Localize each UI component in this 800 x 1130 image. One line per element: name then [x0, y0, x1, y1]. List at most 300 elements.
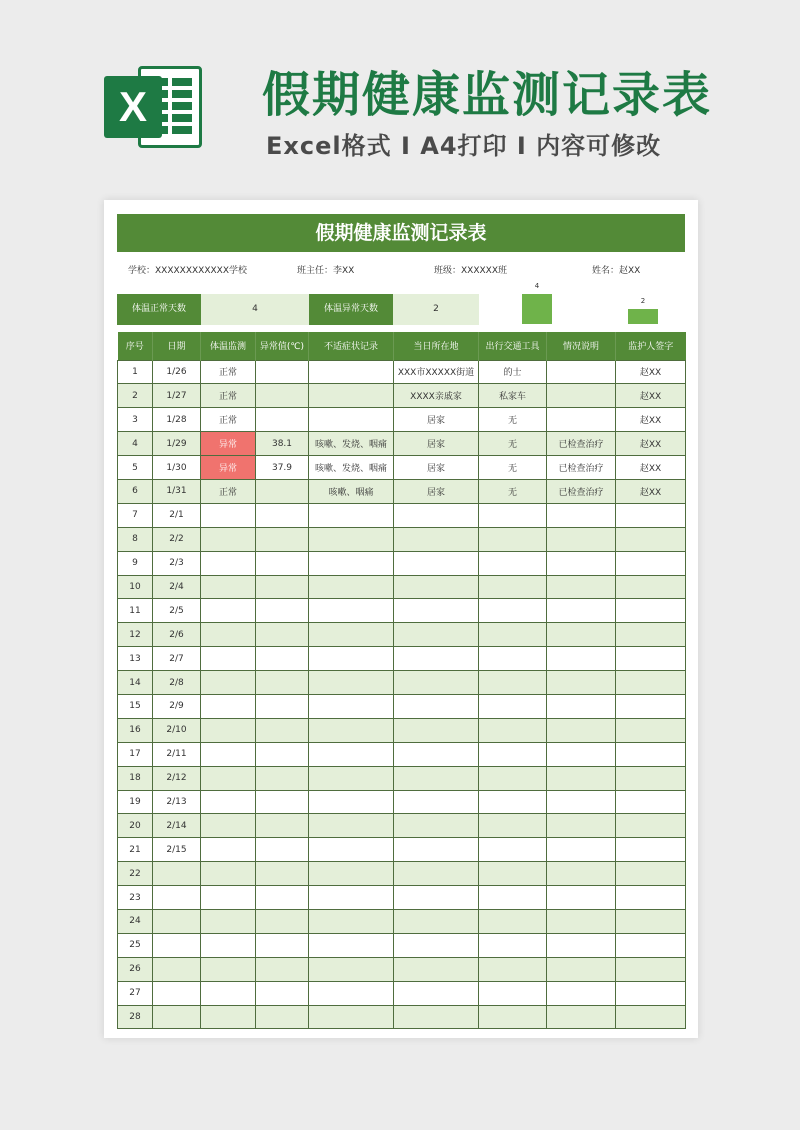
table-cell[interactable] — [256, 360, 309, 384]
table-cell[interactable]: 14 — [118, 671, 153, 695]
table-cell[interactable]: 异常 — [201, 456, 256, 480]
table-cell[interactable] — [394, 527, 479, 551]
table-cell[interactable] — [153, 957, 201, 981]
table-cell[interactable] — [309, 766, 394, 790]
table-cell[interactable] — [616, 909, 686, 933]
table-cell[interactable] — [547, 790, 616, 814]
table-cell[interactable]: 已检查治疗 — [547, 432, 616, 456]
abnormal-days-value: 2 — [393, 294, 479, 325]
table-cell[interactable] — [309, 790, 394, 814]
table-cell[interactable]: 2/2 — [153, 527, 201, 551]
student-name-field: 姓名：赵XX — [592, 266, 641, 276]
table-cell[interactable] — [201, 838, 256, 862]
table-cell[interactable] — [479, 623, 547, 647]
table-cell[interactable]: 28 — [118, 1005, 153, 1029]
table-cell[interactable] — [547, 671, 616, 695]
table-cell[interactable] — [309, 527, 394, 551]
table-cell[interactable] — [479, 766, 547, 790]
table-row — [118, 360, 686, 384]
table-cell[interactable] — [394, 1005, 479, 1029]
table-cell[interactable] — [201, 671, 256, 695]
table-row — [118, 408, 686, 432]
table-cell[interactable] — [256, 814, 309, 838]
table-cell[interactable] — [309, 718, 394, 742]
table-cell[interactable] — [256, 886, 309, 910]
table-cell[interactable] — [201, 862, 256, 886]
table-cell[interactable] — [309, 671, 394, 695]
table-cell[interactable]: 居家 — [394, 432, 479, 456]
table-cell[interactable] — [153, 886, 201, 910]
table-cell[interactable] — [309, 551, 394, 575]
table-cell[interactable] — [201, 694, 256, 718]
table-cell[interactable]: 赵XX — [616, 456, 686, 480]
table-cell[interactable] — [479, 838, 547, 862]
table-row — [118, 718, 686, 742]
table-cell[interactable]: 13 — [118, 647, 153, 671]
table-cell[interactable] — [547, 575, 616, 599]
table-cell[interactable]: 咳嗽、发烧、咽痛 — [309, 456, 394, 480]
table-cell[interactable] — [394, 623, 479, 647]
table-cell[interactable]: 1/30 — [153, 456, 201, 480]
table-cell[interactable]: 无 — [479, 479, 547, 503]
table-cell[interactable]: 2/8 — [153, 671, 201, 695]
table-cell[interactable]: 1/27 — [153, 384, 201, 408]
table-cell[interactable] — [153, 933, 201, 957]
table-cell[interactable] — [309, 408, 394, 432]
table-cell[interactable]: 2/11 — [153, 742, 201, 766]
table-cell[interactable]: 2 — [118, 384, 153, 408]
table-cell[interactable] — [201, 503, 256, 527]
table-row — [118, 766, 686, 790]
table-cell[interactable]: 2/9 — [153, 694, 201, 718]
table-cell[interactable] — [309, 647, 394, 671]
table-cell[interactable] — [309, 862, 394, 886]
table-cell[interactable] — [479, 1005, 547, 1029]
table-cell[interactable] — [616, 1005, 686, 1029]
table-cell[interactable] — [616, 790, 686, 814]
table-cell[interactable]: 20 — [118, 814, 153, 838]
table-cell[interactable] — [201, 814, 256, 838]
table-cell[interactable] — [394, 599, 479, 623]
table-cell[interactable] — [394, 694, 479, 718]
table-cell[interactable]: 异常 — [201, 432, 256, 456]
table-cell[interactable] — [616, 623, 686, 647]
table-cell[interactable] — [616, 671, 686, 695]
table-cell[interactable]: 正常 — [201, 479, 256, 503]
table-cell[interactable] — [201, 981, 256, 1005]
table-cell[interactable] — [547, 599, 616, 623]
table-cell[interactable]: 2/6 — [153, 623, 201, 647]
table-cell[interactable]: 正常 — [201, 408, 256, 432]
column-header: 监护人签字 — [616, 332, 686, 360]
table-cell[interactable] — [616, 694, 686, 718]
table-cell[interactable]: 2/3 — [153, 551, 201, 575]
table-cell[interactable] — [616, 647, 686, 671]
table-cell[interactable] — [547, 384, 616, 408]
table-row — [118, 671, 686, 695]
table-cell[interactable]: 1/28 — [153, 408, 201, 432]
table-cell[interactable] — [309, 981, 394, 1005]
table-cell[interactable] — [201, 599, 256, 623]
table-cell[interactable]: 2/7 — [153, 647, 201, 671]
table-cell[interactable] — [256, 766, 309, 790]
table-cell[interactable] — [309, 909, 394, 933]
table-row — [118, 599, 686, 623]
table-cell[interactable] — [479, 742, 547, 766]
table-cell[interactable] — [616, 742, 686, 766]
table-cell[interactable] — [547, 766, 616, 790]
table-cell[interactable] — [201, 886, 256, 910]
table-cell[interactable]: 6 — [118, 479, 153, 503]
hero-subtitle: Excel格式 I A4打印 I 内容可修改 — [266, 132, 662, 160]
table-cell[interactable] — [309, 623, 394, 647]
table-cell[interactable] — [394, 981, 479, 1005]
table-cell[interactable]: 2/14 — [153, 814, 201, 838]
table-cell[interactable] — [616, 575, 686, 599]
table-cell[interactable]: 21 — [118, 838, 153, 862]
table-cell[interactable] — [394, 838, 479, 862]
table-cell[interactable] — [256, 623, 309, 647]
table-cell[interactable] — [256, 503, 309, 527]
table-cell[interactable] — [153, 862, 201, 886]
table-cell[interactable] — [394, 790, 479, 814]
table-cell[interactable]: 15 — [118, 694, 153, 718]
table-row — [118, 981, 686, 1005]
column-header: 异常值(℃) — [256, 332, 309, 360]
table-cell[interactable] — [616, 551, 686, 575]
table-cell[interactable] — [256, 790, 309, 814]
table-cell[interactable]: 26 — [118, 957, 153, 981]
table-cell[interactable] — [547, 981, 616, 1005]
table-cell[interactable] — [547, 909, 616, 933]
table-cell[interactable]: 居家 — [394, 456, 479, 480]
table-cell[interactable] — [394, 814, 479, 838]
abnormal-days-label: 体温异常天数 — [309, 294, 393, 325]
table-cell[interactable] — [547, 551, 616, 575]
table-cell[interactable]: 10 — [118, 575, 153, 599]
table-row — [118, 623, 686, 647]
table-cell[interactable]: 赵XX — [616, 432, 686, 456]
table-cell[interactable]: 16 — [118, 718, 153, 742]
table-cell[interactable] — [153, 1005, 201, 1029]
table-cell[interactable] — [394, 575, 479, 599]
table-cell[interactable] — [547, 623, 616, 647]
table-cell[interactable]: 4 — [118, 432, 153, 456]
table-cell[interactable] — [309, 575, 394, 599]
column-header: 情况说明 — [547, 332, 616, 360]
table-cell[interactable]: 2/13 — [153, 790, 201, 814]
table-cell[interactable] — [547, 814, 616, 838]
table-cell[interactable] — [616, 599, 686, 623]
table-cell[interactable] — [256, 671, 309, 695]
table-cell[interactable] — [394, 503, 479, 527]
table-cell[interactable] — [479, 503, 547, 527]
column-header: 出行交通工具 — [479, 332, 547, 360]
table-cell[interactable]: 1/31 — [153, 479, 201, 503]
excel-logo-letter: X — [104, 76, 162, 138]
column-header: 当日所在地 — [394, 332, 479, 360]
table-cell[interactable] — [479, 694, 547, 718]
table-cell[interactable] — [616, 957, 686, 981]
table-cell[interactable] — [256, 527, 309, 551]
table-cell[interactable] — [616, 503, 686, 527]
table-cell[interactable]: 23 — [118, 886, 153, 910]
table-cell[interactable] — [309, 1005, 394, 1029]
table-row — [118, 742, 686, 766]
table-cell[interactable]: 正常 — [201, 384, 256, 408]
table-cell[interactable] — [256, 718, 309, 742]
column-header: 日期 — [153, 332, 201, 360]
table-cell[interactable]: 24 — [118, 909, 153, 933]
table-cell[interactable]: 赵XX — [616, 360, 686, 384]
table-cell[interactable]: 3 — [118, 408, 153, 432]
table-cell[interactable] — [479, 862, 547, 886]
table-cell[interactable] — [201, 933, 256, 957]
table-cell[interactable] — [479, 671, 547, 695]
table-cell[interactable] — [394, 957, 479, 981]
table-cell[interactable] — [309, 838, 394, 862]
table-cell[interactable] — [616, 527, 686, 551]
table-cell[interactable] — [153, 981, 201, 1005]
table-row — [118, 814, 686, 838]
teacher-field: 班主任：李XX — [297, 266, 355, 276]
table-cell[interactable] — [479, 886, 547, 910]
table-cell[interactable] — [309, 599, 394, 623]
table-cell[interactable] — [309, 933, 394, 957]
table-cell[interactable] — [256, 694, 309, 718]
table-cell[interactable] — [547, 742, 616, 766]
table-cell[interactable] — [616, 718, 686, 742]
table-cell[interactable] — [616, 814, 686, 838]
normal-days-value: 4 — [201, 294, 309, 325]
table-cell[interactable]: XXXX亲戚家 — [394, 384, 479, 408]
table-cell[interactable]: 1 — [118, 360, 153, 384]
table-cell[interactable] — [309, 814, 394, 838]
mini-chart-bar — [628, 309, 658, 324]
hero-title: 假期健康监测记录表 — [262, 67, 713, 123]
table-cell[interactable] — [256, 384, 309, 408]
table-cell[interactable]: 2/15 — [153, 838, 201, 862]
table-cell[interactable] — [309, 694, 394, 718]
table-row — [118, 933, 686, 957]
table-cell[interactable] — [256, 909, 309, 933]
table-cell[interactable] — [201, 766, 256, 790]
table-cell[interactable]: 8 — [118, 527, 153, 551]
table-cell[interactable] — [479, 957, 547, 981]
table-cell[interactable]: 无 — [479, 408, 547, 432]
table-row — [118, 551, 686, 575]
table-cell[interactable]: 无 — [479, 456, 547, 480]
table-cell[interactable] — [256, 981, 309, 1005]
table-row — [118, 479, 686, 503]
table-cell[interactable] — [547, 408, 616, 432]
table-cell[interactable] — [309, 503, 394, 527]
table-row — [118, 503, 686, 527]
table-cell[interactable] — [201, 957, 256, 981]
table-cell[interactable] — [547, 647, 616, 671]
table-cell[interactable] — [479, 575, 547, 599]
table-cell[interactable] — [616, 838, 686, 862]
table-cell[interactable] — [394, 886, 479, 910]
table-cell[interactable] — [547, 886, 616, 910]
table-cell[interactable] — [547, 838, 616, 862]
table-cell[interactable] — [201, 527, 256, 551]
table-cell[interactable]: 私家车 — [479, 384, 547, 408]
table-cell[interactable] — [547, 503, 616, 527]
column-header: 序号 — [118, 332, 153, 360]
table-row — [118, 384, 686, 408]
table-cell[interactable] — [479, 718, 547, 742]
table-cell[interactable]: 25 — [118, 933, 153, 957]
table-cell[interactable]: 正常 — [201, 360, 256, 384]
table-cell[interactable] — [201, 623, 256, 647]
table-cell[interactable] — [547, 694, 616, 718]
table-cell[interactable]: 2/5 — [153, 599, 201, 623]
table-cell[interactable]: 赵XX — [616, 384, 686, 408]
table-row — [118, 1005, 686, 1029]
table-cell[interactable] — [256, 838, 309, 862]
table-cell[interactable] — [201, 718, 256, 742]
table-cell[interactable] — [256, 862, 309, 886]
mini-chart-value-label: 2 — [640, 297, 646, 305]
table-cell[interactable] — [201, 551, 256, 575]
table-cell[interactable] — [479, 933, 547, 957]
table-cell[interactable] — [479, 981, 547, 1005]
table-row — [118, 838, 686, 862]
table-cell[interactable]: 居家 — [394, 408, 479, 432]
table-cell[interactable] — [394, 742, 479, 766]
table-cell[interactable] — [547, 1005, 616, 1029]
table-cell[interactable] — [309, 360, 394, 384]
table-cell[interactable]: 赵XX — [616, 479, 686, 503]
table-cell[interactable]: XXX市XXXXX街道 — [394, 360, 479, 384]
table-cell[interactable]: 19 — [118, 790, 153, 814]
table-cell[interactable]: 2/10 — [153, 718, 201, 742]
table-cell[interactable] — [479, 551, 547, 575]
table-cell[interactable]: 1/29 — [153, 432, 201, 456]
table-cell[interactable] — [309, 742, 394, 766]
table-cell[interactable]: 7 — [118, 503, 153, 527]
table-cell[interactable]: 2/4 — [153, 575, 201, 599]
table-cell[interactable] — [479, 527, 547, 551]
table-cell[interactable] — [547, 933, 616, 957]
table-cell[interactable]: 咳嗽、发烧、咽痛 — [309, 432, 394, 456]
table-cell[interactable] — [394, 909, 479, 933]
table-row — [118, 456, 686, 480]
table-cell[interactable]: 27 — [118, 981, 153, 1005]
table-cell[interactable]: 已检查治疗 — [547, 456, 616, 480]
table-cell[interactable] — [256, 1005, 309, 1029]
table-cell[interactable] — [547, 957, 616, 981]
table-header-row — [118, 332, 686, 360]
table-cell[interactable]: 22 — [118, 862, 153, 886]
health-record-table — [117, 332, 686, 1029]
table-cell[interactable] — [201, 647, 256, 671]
table-cell[interactable]: 1/26 — [153, 360, 201, 384]
class-field: 班级：XXXXXX班 — [434, 266, 507, 276]
table-cell[interactable] — [256, 933, 309, 957]
table-cell[interactable] — [309, 957, 394, 981]
table-cell[interactable] — [153, 909, 201, 933]
table-cell[interactable] — [256, 599, 309, 623]
table-cell[interactable] — [394, 647, 479, 671]
table-cell[interactable] — [394, 862, 479, 886]
table-cell[interactable]: 17 — [118, 742, 153, 766]
table-cell[interactable] — [201, 790, 256, 814]
table-cell[interactable]: 5 — [118, 456, 153, 480]
table-cell[interactable] — [479, 909, 547, 933]
table-cell[interactable]: 37.9 — [256, 456, 309, 480]
table-cell[interactable] — [394, 551, 479, 575]
table-cell[interactable] — [547, 360, 616, 384]
table-cell[interactable] — [479, 814, 547, 838]
normal-days-label: 体温正常天数 — [117, 294, 201, 325]
table-row — [118, 647, 686, 671]
table-cell[interactable]: 无 — [479, 432, 547, 456]
table-cell[interactable] — [256, 551, 309, 575]
table-cell[interactable]: 2/12 — [153, 766, 201, 790]
table-cell[interactable] — [394, 933, 479, 957]
table-cell[interactable] — [479, 790, 547, 814]
table-cell[interactable] — [256, 957, 309, 981]
table-row — [118, 575, 686, 599]
table-cell[interactable] — [479, 599, 547, 623]
table-cell[interactable]: 的士 — [479, 360, 547, 384]
table-cell[interactable] — [201, 575, 256, 599]
table-cell[interactable] — [479, 647, 547, 671]
table-row — [118, 527, 686, 551]
table-cell[interactable]: 9 — [118, 551, 153, 575]
table-cell[interactable] — [201, 1005, 256, 1029]
table-cell[interactable] — [256, 742, 309, 766]
table-cell[interactable] — [616, 886, 686, 910]
table-cell[interactable]: 已检查治疗 — [547, 479, 616, 503]
table-cell[interactable] — [616, 933, 686, 957]
table-cell[interactable] — [256, 479, 309, 503]
table-cell[interactable]: 12 — [118, 623, 153, 647]
table-cell[interactable]: 18 — [118, 766, 153, 790]
table-cell[interactable] — [256, 575, 309, 599]
table-cell[interactable] — [616, 981, 686, 1005]
table-row — [118, 790, 686, 814]
table-cell[interactable]: 居家 — [394, 479, 479, 503]
table-cell[interactable] — [547, 527, 616, 551]
table-cell[interactable]: 2/1 — [153, 503, 201, 527]
table-row — [118, 957, 686, 981]
table-row — [118, 886, 686, 910]
table-cell[interactable]: 11 — [118, 599, 153, 623]
table-cell[interactable] — [309, 384, 394, 408]
table-cell[interactable] — [256, 647, 309, 671]
table-cell[interactable] — [547, 718, 616, 742]
column-header: 体温监测 — [201, 332, 256, 360]
table-cell[interactable]: 赵XX — [616, 408, 686, 432]
table-cell[interactable] — [547, 862, 616, 886]
table-cell[interactable] — [394, 718, 479, 742]
table-cell[interactable] — [616, 862, 686, 886]
table-cell[interactable] — [616, 766, 686, 790]
table-row — [118, 909, 686, 933]
table-cell[interactable] — [394, 766, 479, 790]
table-row — [118, 694, 686, 718]
table-cell[interactable] — [256, 408, 309, 432]
table-cell[interactable]: 38.1 — [256, 432, 309, 456]
table-cell[interactable] — [394, 671, 479, 695]
table-cell[interactable]: 咳嗽、咽痛 — [309, 479, 394, 503]
table-cell[interactable] — [201, 742, 256, 766]
table-cell[interactable] — [201, 909, 256, 933]
table-cell[interactable] — [309, 886, 394, 910]
